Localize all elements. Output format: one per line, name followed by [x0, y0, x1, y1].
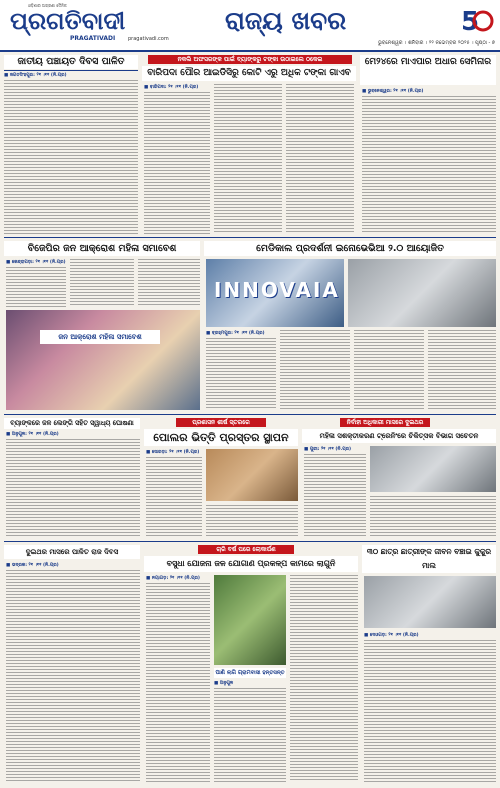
kicker: ନିର୍ବାହୀ ଅଧିକାରୀ ମାସରେ ଦୁଇଥର: [340, 418, 430, 427]
headline-foundation-stone: ପୋଲର ଭିତ୍ତି ପ୍ରସ୍ତର ସ୍ଥାପନ: [144, 429, 298, 446]
article-body: [370, 496, 496, 537]
article-body: [146, 457, 202, 537]
article-body: [280, 330, 350, 410]
article-body: [6, 570, 140, 782]
byline: ■ ଅନୁଗୁଳ: [214, 681, 234, 686]
byline: ■ ଭଦ୍ରକ: ୨୧ ।୧୧ (ନି.ପ୍ର): [6, 563, 59, 568]
article-body: [428, 330, 496, 410]
article-body: [304, 454, 366, 537]
article-body: [364, 640, 496, 782]
byline: ■ ସୋରଡ଼ା: ୨୧ ।୧୧ (ନି.ପ୍ର): [146, 450, 200, 455]
article-body: [206, 338, 276, 410]
article-body: [206, 505, 298, 537]
article-body: [214, 84, 282, 234]
water-tank-photo: [214, 575, 286, 665]
article-body: [6, 267, 66, 307]
article-body: [138, 259, 200, 307]
row-divider: [4, 414, 496, 415]
headline-bjp-rally: ବିଜେପିର ଜନ ଆକ୍ରୋଶ ମହିଳା ସମାବେଶ: [4, 241, 200, 256]
article-body: [214, 688, 286, 782]
article-body: [354, 330, 424, 410]
headline-students: ୩୦ ଛାତ୍ର ଛାତ୍ରୀଙ୍କ ଜୀବନ ବଞ୍ଚାଇ କୁକୁର ମାଲ: [362, 545, 496, 573]
headline-seminar: ମେ୨୪ରେ ମାଏପାର ଅଧାର ସେମିନାର: [360, 55, 496, 85]
byline: ■ ବାରିପଦା: ୨୧ ।୧୧ (ନି.ପ୍ର): [144, 85, 199, 90]
row-divider: [4, 237, 496, 238]
row-divider: [4, 541, 496, 542]
headline-baripada: ବାରିପଦା ପୌର ଆଇଡିସିରୁ କୋଟି ଏରୁ ଅଧିକ ଟଙ୍କା ଗାଏବ: [142, 66, 356, 81]
article-body: [144, 92, 210, 234]
article-body: [290, 575, 358, 782]
byline: ■ ଦେଓଗଡ଼: ୨୧ ।୧୧ (ନି.ପ୍ର): [364, 633, 419, 638]
byline: ■ ନୟାଗଡ଼: ୨୧ ।୧୧ (ନି.ପ୍ର): [146, 576, 200, 581]
headline-panchayat-day: ଜାତୀୟ ପଞ୍ଚାୟତ ଦିବସ ପାଳିତ: [4, 55, 138, 69]
anniversary-logo-icon: [455, 4, 495, 40]
svg-text:5: 5: [461, 7, 480, 37]
article-body: [286, 84, 354, 234]
byline: ■ ଅନୁଗୁଳ: ୨୧ ।୧୧ (ନି.ପ୍ର): [6, 432, 59, 437]
website-url: pragativadi.com: [128, 36, 169, 42]
headline-water-project: ବସୁଧା ଯୋଜନା ଜଳ ଯୋଗାଣ ପ୍ରକଳ୍ପ କାମରେ ଲାଗୁନି: [144, 556, 358, 572]
ceremony-photo: [206, 449, 298, 501]
logo-subtitle: PRAGATIVADI: [70, 35, 116, 42]
byline: ■ ବ୍ରହ୍ମପୁର: ୨୧ ।୧୧ (ନି.ପ୍ର): [206, 331, 265, 336]
article-body: [6, 439, 140, 537]
headline-bank: ବ୍ୟାଙ୍କରେ ଜଳ ଲେଙ୍ଗି ସହିତ ସ୍ୱାଧ୍ୟ ଘୋଷଣା: [4, 418, 140, 429]
article-body: [70, 259, 134, 307]
students-photo: [364, 576, 496, 628]
sub-headline-villagers: ପାଣି ଲାଗି ଗ୍ରାମବାସୀ ହନ୍ତସନ୍ତ: [215, 670, 285, 676]
byline: ■ ପୁରୀ: ୨୧ ।୧୧ (ନି.ପ୍ର): [304, 447, 352, 452]
rally-photo: [6, 310, 200, 410]
article-body: [362, 96, 496, 234]
byline: ■ କେନ୍ଦ୍ରାପଡ଼ା: ୨୧ ।୧୧ (ନି.ପ୍ର): [6, 260, 66, 265]
dateline: ଭୁବନେଶ୍ୱର । ଶନିବାର । ୨୨ ନଭେମ୍ବର ୨୦୨୫ । ପୃଷ୍ଠା - ୭: [377, 40, 495, 46]
byline: ■ ଜଗତସିଂହପୁର: ୨୧ ।୧୧ (ନି.ପ୍ର): [4, 73, 67, 78]
headline-raj-day: ଦୁଇଥର ମାସରେ ପାଳିତ ରାଜ ଦିବସ: [4, 545, 140, 559]
rally-banner: ଜନ ଆକ୍ରୋଶ ମହିଳା ସମାବେଶ: [40, 330, 160, 344]
expo-group-photo: [348, 259, 496, 327]
byline: ■ ଭୁବନେଶ୍ୱର: ୨୧ ।୧୧ (ନି.ପ୍ର): [362, 89, 424, 94]
headline-medical-expo: ମେଡିକାଲ ପ୍ରଦର୍ଶନୀ ଇନୋଭେଭିଆ ୨.୦ ଆୟୋଜିତ: [204, 241, 496, 256]
kicker: ଚାରି ବର୍ଷ ପରେ ଲୋକାର୍ପଣ: [198, 545, 294, 554]
section-title: ରାଜ୍ୟ ଖବର: [225, 6, 347, 35]
kicker: ପ୍ରଶାସନ ଶୀର୍ଷ ସ୍ତରରେ: [176, 418, 266, 427]
newspaper-logo: ପ୍ରଗତିବାଦୀ: [10, 7, 126, 35]
kicker: ନକଲି ଅଫସରଙ୍କ ପାଇଁ ବ୍ୟାଙ୍କରୁ ଟଙ୍କା ଉଠାଇଲେ ଠକେଇ: [148, 55, 352, 64]
expo-photo-text: INNOVAIA: [214, 278, 340, 302]
article-body: [4, 80, 138, 235]
headline-women-training: ମହିଳା ସଶକ୍ତୀକରଣ ଟ୍ରେନିଂରେ ଚିକିତ୍ସକ ବିଭାଗ ସଚେତନ: [302, 429, 496, 443]
divider: [4, 70, 138, 71]
training-photo: [370, 446, 496, 492]
tagline: ଓଡ଼ିଶାର ଅଗ୍ରଣୀ ଦୈନିକ: [28, 3, 67, 8]
article-body: [146, 583, 210, 782]
